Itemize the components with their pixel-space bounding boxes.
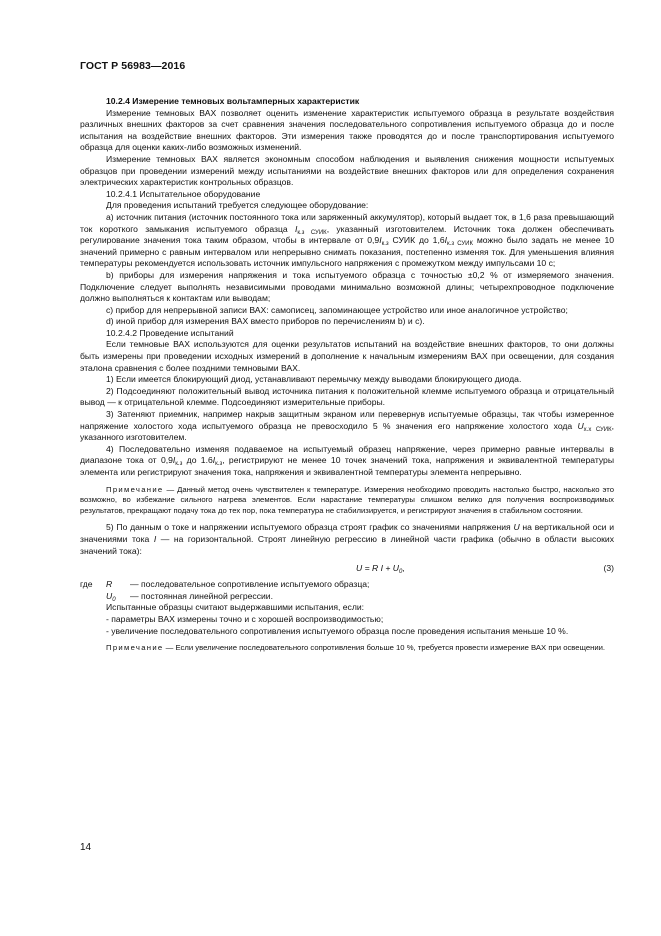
document-body	[80, 96, 614, 660]
pass-criterion-2: - увеличение последовательного сопротивления испытуемого образца после проведения испытания меньше 10 %.	[106, 625, 569, 636]
subsection-title-procedure: 10.2.4.2 Проведение испытаний	[106, 327, 234, 338]
page-number: 14	[80, 842, 92, 853]
list-item-d: d) иной прибор для измерения ВАХ вместо приборов по перечислениям b) и c).	[106, 316, 425, 327]
paragraph-dark-iv: Если темновые ВАХ используются для оценки результатов испытаний на воздействие внешних факторов, то они должны быть измерены при проведении исходных измерений в дополнение к начальным измерениям ВАХ при освещении, для создания эталона сравнения с более поздними темновыми ВАХ.	[80, 339, 614, 373]
step-3: 3) Затеняют приемник, например накрыв защитным экраном или перевернув испытуемые образцы, так чтобы измеренное напряжение холостого хода испытуемого образца не превосходило 5 % значения его напряжение холостого хода $U_{х.х СУИК}$, указанного изготовителем.	[80, 409, 614, 443]
step-1: 1) Если имеется блокирующий диод, устанавливают перемычку между выводами блокирующего диода.	[106, 374, 522, 385]
formula-3	[80, 559, 614, 577]
list-item-b: b) приборы для измерения напряжения и тока испытуемого образца с точностью ±0,2 % от измеряемого значения. Подключение следует выполнять независимыми проводами минимально возможной длины; четырехпроводное подключение должно выполняться к контактам или выводам;	[80, 269, 614, 304]
pass-criterion-1: - параметры ВАХ измерены точно и с хорошей воспроизводимостью;	[106, 613, 384, 624]
paragraph-economy: Измерение темновых ВАХ является экономным способом наблюдения и выявления снижения мощности испытуемых образцов при проведении измерений между испытаниями на воздействие внешних факторов или для определения сохранения электрических характеристик контрольных образцов.	[80, 153, 614, 188]
step-5: 5) По данным о токе и напряжении испытуемого образца строят график со значениями напряжения U на вертикальной оси и значениями тока I — на горизонтальной. Строят линейную регрессию в линейной части графика (обычно в области высоких значений тока):	[80, 522, 615, 556]
where-row-r: где R — последовательное сопротивление испытуемого образца;	[80, 579, 370, 590]
subsection-title-equipment: 10.2.4.1 Испытательное оборудование	[106, 188, 261, 199]
note-resistance: Примечание — Если увеличение последовательного сопротивления больше 10 %, требуется провести измерение ВАХ при освещении.	[106, 643, 606, 653]
paragraph-intro: Измерение темновых ВАХ позволяет оценить изменение характеристик испытуемого образца в результате воздействия различных внешних факторов за счет сравнения значения последовательного сопротивления испытуемого образца до и после испытания на воздействие внешних факторов. Эти измерения также проводятся до и после транспортирования испытуемого образца для оценки каких-либо возможных изменений.	[80, 107, 614, 153]
list-item-a: а) источник питания (источник постоянного тока или заряженный аккумулятор), который выдает ток, в 1,6 раза превышающий ток короткого замыкания испытуемого образца $I_{к.з СУИК}$, указанный изготовителем. Источник тока должен обеспечивать регулирование значения тока таким образом, чтобы в интервале от $0,9I_{к.з}$ СУИК до $1,6I_{к.з СУИК}$ можно было задать не менее 10 значений примерно с равным интервалом или непрерывно снимать показания, постепенно изменяя ток. Для уменьшения влияния температуры рекомендуется использовать источник импульсного напряжения с промежутком между импульсами 10 с;	[80, 211, 615, 269]
where-row-u0: $U_0$ — постоянная линейной регрессии.	[106, 590, 273, 603]
formula-number: (3)	[603, 563, 614, 574]
list-item-c: c) прибор для непрерывной записи ВАХ: самописец, запоминающее устройство или иное аналогичное устройство;	[106, 304, 568, 315]
formula-expression: U = R $I + U_0$,	[356, 563, 405, 576]
step-4: 4) Последовательно изменяя подаваемое на испытуемый образец напряжение, через примерно равные интервалы в диапазоне тока от $0,9I_{к.з}$ до $1.6I_{к.з}$, регистрируют не менее 10 точек значений тока, напряжения и эквивалентной температуры элемента или регистрируют значения тока, напряжения и эквивалентной температуры элемента непрерывно.	[80, 443, 615, 477]
document-header: ГОСТ Р 56983—2016	[80, 60, 186, 72]
equipment-intro: Для проведения испытаний требуется следующее оборудование:	[106, 200, 369, 211]
step-2: 2) Подсоединяют положительный вывод источника питания к положительной клемме испытуемого образца и отрицательный вывод — к отрицательной клемме. Подсоединяют измерительные приборы.	[80, 385, 614, 408]
note-temperature: Примечание — Данный метод очень чувствителен к температуре. Измерения необходимо проводить настолько быстро, насколько это возможно, во избежание сильного нагрева элементов. Если нарастание температуры слишком велико для получения воспроизводимых результатов, прекращают подачу тока до тех пор, пока температура не стабилизируется, и регистрируют значения в стабильном состоянии.	[80, 484, 614, 515]
where-list	[80, 579, 614, 602]
section-title: 10.2.4 Измерение темновых вольтамперных характеристик	[106, 96, 360, 106]
pass-criteria-intro: Испытанные образцы считают выдержавшими испытания, если:	[106, 602, 365, 613]
